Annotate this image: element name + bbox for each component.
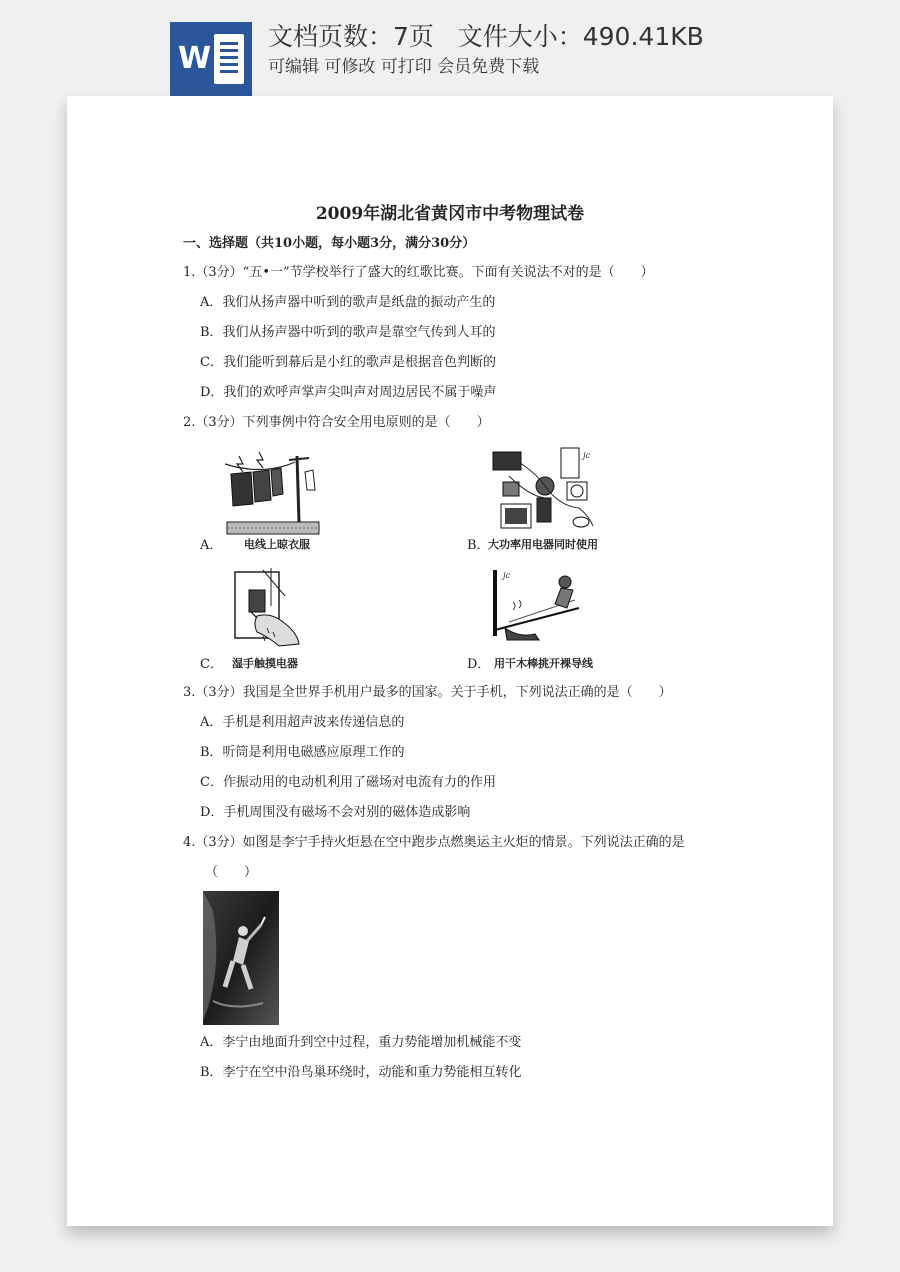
section-heading: 一、选择题（共10小题，每小题3分，满分30分） [183, 236, 476, 251]
figure-high-power-appliances [489, 446, 603, 534]
question-3-option-d: D．手机周围没有磁场不会对别的磁体造成影响 [200, 805, 471, 820]
file-features: 可编辑 可修改 可打印 会员免费下载 [268, 57, 540, 77]
question-4-option-b: B．李宁在空中沿鸟巢环绕时，动能和重力势能相互转化 [200, 1065, 522, 1080]
question-2-option-b-caption: 大功率用电器同时使用 [488, 538, 598, 551]
word-logo-letter: W [178, 41, 212, 76]
question-2-option-a-letter: A． [200, 538, 223, 553]
question-4-option-a: A．李宁由地面升到空中过程，重力势能增加机械能不变 [200, 1035, 522, 1050]
question-1-option-a: A．我们从扬声器中听到的歌声是纸盘的振动产生的 [200, 295, 496, 310]
exam-title: 2009年湖北省黄冈市中考物理试卷 [315, 204, 585, 224]
figure-stick-lifting-wire [489, 568, 589, 644]
question-1-option-c: C．我们能听到幕后是小红的歌声是根据音色判断的 [200, 355, 496, 370]
word-icon [170, 22, 252, 96]
figure-clothes-on-wire [223, 450, 323, 536]
question-1-option-b: B．我们从扬声器中听到的歌声是靠空气传到人耳的 [200, 325, 496, 340]
question-3-option-b: B．听筒是利用电磁感应原理工作的 [200, 745, 405, 760]
question-2-option-b-letter: B． [467, 538, 490, 553]
question-1-option-d: D．我们的欢呼声掌声尖叫声对周边居民不属于噪声 [200, 385, 497, 400]
figure-d-jc-label: jc [503, 571, 510, 580]
question-3-stem: 3.（3分）我国是全世界手机用户最多的国家。关于手机，下列说法正确的是（ ） [183, 685, 672, 700]
file-info-title: 文档页数：7页 文件大小：490.41KB [268, 22, 704, 51]
question-2-option-a-caption: 电线上晾衣服 [244, 538, 310, 551]
photo-li-ning-torch [203, 891, 279, 1025]
document-page [67, 96, 833, 1226]
figure-b-jc-label: jc [583, 451, 590, 460]
question-2-option-d-letter: D． [467, 657, 491, 672]
question-4-stem: 4.（3分）如图是李宁手持火炬悬在空中跑步点燃奥运主火炬的情景。下列说法正确的是 [183, 835, 685, 850]
question-1-stem: 1.（3分）“五•一”节学校举行了盛大的红歌比赛。下面有关说法不对的是（ ） [183, 265, 654, 280]
question-3-option-c: C．作振动用的电动机利用了磁场对电流有力的作用 [200, 775, 496, 790]
question-4-paren: （ ） [205, 865, 258, 880]
question-2-stem: 2.（3分）下列事例中符合安全用电原则的是（ ） [183, 415, 490, 430]
question-3-option-a: A．手机是利用超声波来传递信息的 [200, 715, 405, 730]
download-banner [0, 0, 900, 96]
question-2-option-c-caption: 湿手触摸电器 [232, 657, 298, 670]
figure-wet-hand-switch [227, 566, 303, 648]
question-2-option-c-letter: C． [200, 657, 223, 672]
question-2-option-d-caption: 用干木棒挑开裸导线 [494, 657, 593, 670]
